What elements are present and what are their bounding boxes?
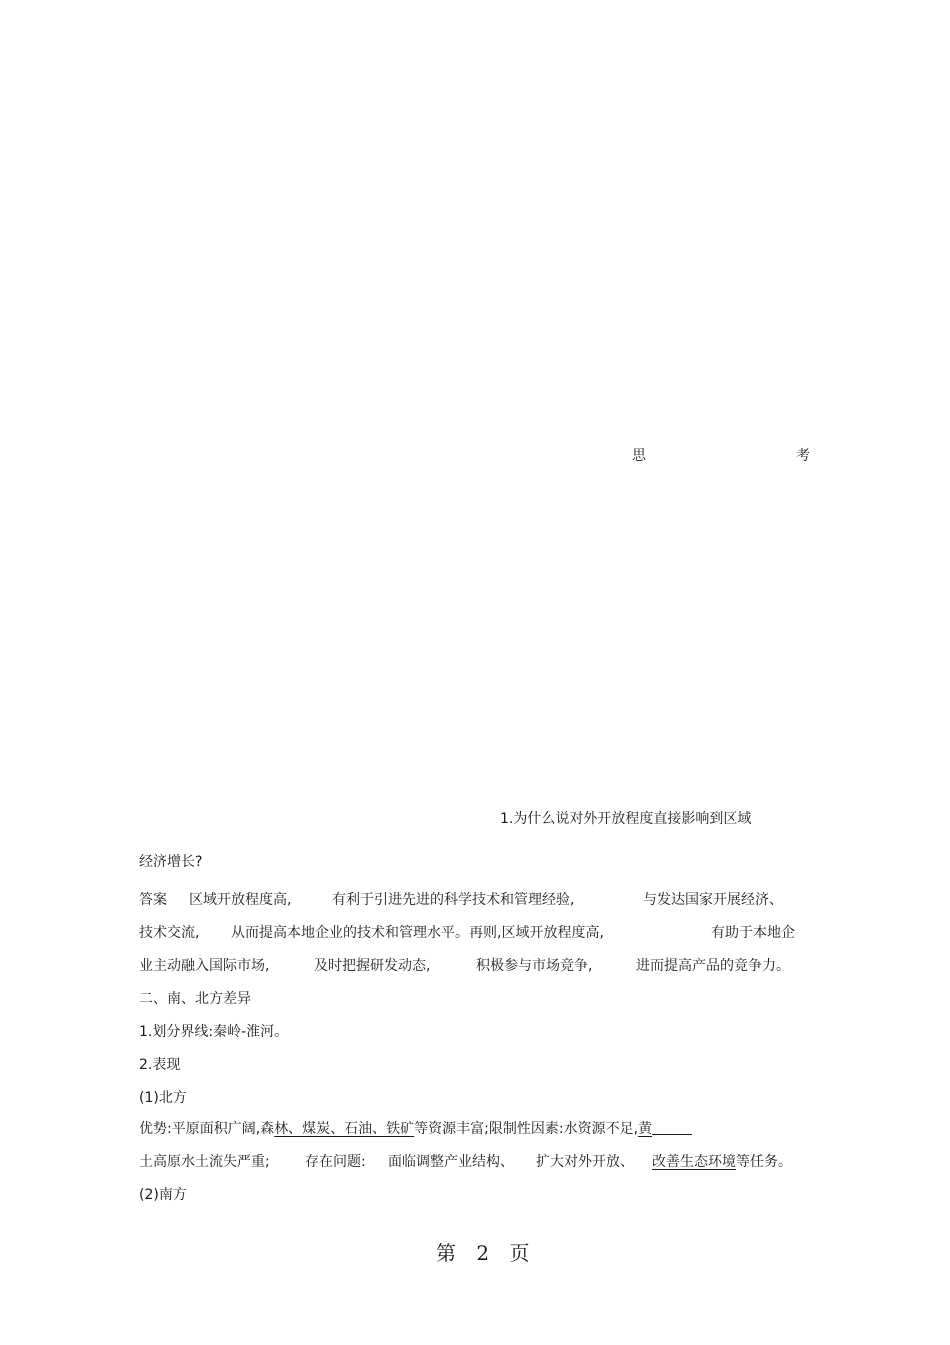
think-label-left: 思 [632,448,646,464]
item-manifestation: 2.表现 [139,1057,181,1073]
think-label-right: 考 [796,448,810,464]
north-advantage-line-1 [139,1120,692,1138]
north-line-2-part-c: 面临调整产业结构、 [388,1154,514,1170]
answer-line-1-part-1: 区域开放程度高, [189,892,292,908]
north-heading: (1)北方 [139,1090,187,1106]
answer-line-2-part-2: 从而提高本地企业的技术和管理水平。再则,区域开放程度高, [231,925,604,941]
north-line-2-part-a: 土高原水土流失严重; [139,1154,270,1170]
north-line-2-part-d: 扩大对外开放、 [536,1154,634,1170]
limiting-factor-blank: 黄 [638,1121,653,1137]
page-number [436,1240,529,1266]
page-number-suffix: 页 [509,1241,530,1265]
answer-line-3-part-3: 积极参与市场竞争, [476,958,593,974]
answer-line-2-part-1: 技术交流, [139,925,200,941]
north-line-2-part-b: 存在问题: [305,1154,366,1170]
item-boundary: 1.划分界线:秦岭-淮河。 [139,1024,289,1040]
north-advantage-text-a: 优势:平原面积广阔,森 [139,1121,275,1137]
page-number-prefix: 第 [436,1241,456,1265]
answer-line-3-part-2: 及时把握研发动态, [314,958,431,974]
eco-environment-blank: 改善生态环境 [652,1154,736,1170]
answer-line-3-part-4: 进而提高产品的竞争力。 [636,958,790,974]
north-line-2-part-e-f [652,1153,792,1171]
page-number-value: 2 [476,1241,490,1265]
fill-blank-line [652,1120,692,1135]
answer-line-3-part-1: 业主动融入国际市场, [139,958,270,974]
resource-list-blank: 林、煤炭、石油、铁矿 [274,1121,415,1137]
south-heading: (2)南方 [139,1187,187,1203]
question-line-2: 经济增长? [139,854,203,870]
section-heading: 二、南、北方差异 [139,991,251,1007]
question-line-1: 1.为什么说对外开放程度直接影响到区域 [500,811,752,827]
answer-line-2-part-3: 有助于本地企 [711,925,795,941]
answer-label: 答案 [139,892,167,908]
north-advantage-text-c: 等资源丰富;限制性因素:水资源不足, [414,1121,639,1137]
answer-line-1-part-2: 有利于引进先进的科学技术和管理经验, [332,892,575,908]
north-line-2-tail: 等任务。 [736,1154,792,1170]
answer-line-1-part-3: 与发达国家开展经济、 [643,892,783,908]
